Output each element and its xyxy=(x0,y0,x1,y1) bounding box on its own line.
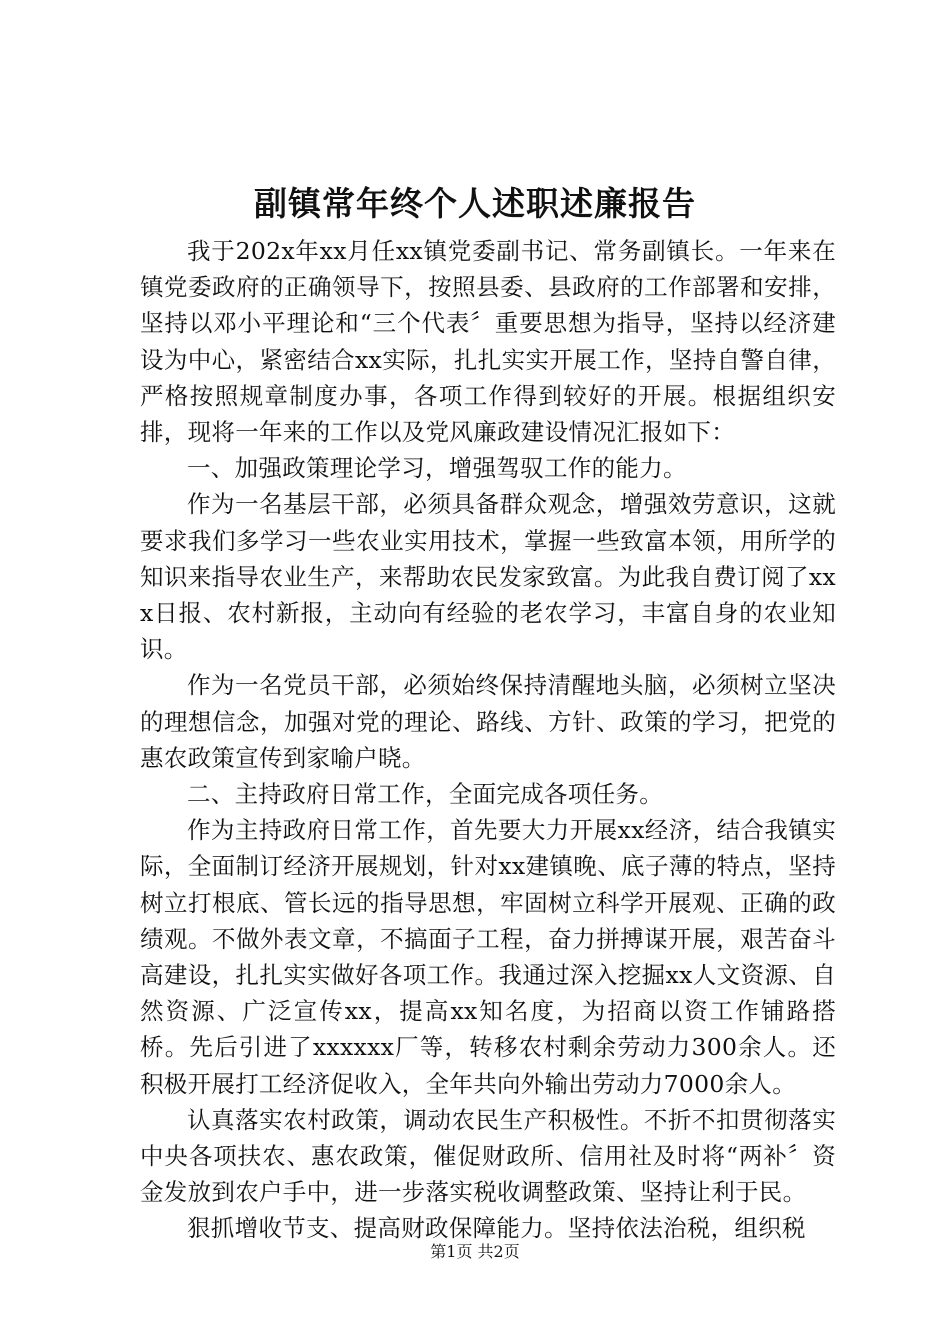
page-footer: 第1页 共2页 xyxy=(430,1242,520,1261)
paragraph: 作为主持政府日常工作，首先要大力开展xx经济，结合我镇实际，全面制订经济开展规划，针对xx建镇晚、底子薄的特点，坚持树立打根底、管长远的指导思想，牢固树立科学开展观、正确的政绩观。不做外表文章，不搞面子工程，奋力拼搏谋开展，艰苦奋斗高建设，扎扎实实做好各项工作。我通过深入挖掘xx人文资源、自然资源、广泛宣传xx，提高xx知名度，为招商以资工作铺路搭桥。先后引进了xxxxxx厂等，转移农村剩余劳动力300余人。还积极开展打工经济促收入，全年共向外输出劳动力7000余人。 xyxy=(140,816,836,1098)
document-title: 副镇常年终个人述职述廉报告 xyxy=(254,184,696,223)
document-body xyxy=(140,233,836,1247)
section-heading-2: 二、主持政府日常工作，全面完成各项任务。 xyxy=(187,780,663,809)
paragraph: 狠抓增收节支、提高财政保障能力。坚持依法治税，组织税 xyxy=(187,1214,806,1243)
paragraph: 作为一名基层干部，必须具备群众观念，增强效劳意识，这就要求我们多学习一些农业实用技术，掌握一些致富本领，用所学的知识来指导农业生产，来帮助农民发家致富。为此我自费订阅了xxx日报、农村新报，主动向有经验的老农学习，丰富自身的农业知识。 xyxy=(140,490,836,664)
section-heading-1: 一、加强政策理论学习，增强驾驭工作的能力。 xyxy=(187,454,687,483)
paragraph: 作为一名党员干部，必须始终保持清醒地头脑，必须树立坚决的理想信念，加强对党的理论、路线、方针、政策的学习，把党的惠农政策宣传到家喻户晓。 xyxy=(140,671,836,772)
paragraph-intro: 我于202x年xx月任xx镇党委副书记、常务副镇长。一年来在镇党委政府的正确领导下，按照县委、县政府的工作部署和安排，坚持以邓小平理论和“三个代表〞重要思想为指导，坚持以经济建设为中心，紧密结合xx实际，扎扎实实开展工作，坚持自警自律，严格按照规章制度办事，各项工作得到较好的开展。根据组织安排，现将一年来的工作以及党风廉政建设情况汇报如下： xyxy=(140,237,836,447)
paragraph: 认真落实农村政策，调动农民生产积极性。不折不扣贯彻落实中央各项扶农、惠农政策，催促财政所、信用社及时将“两补〞资金发放到农户手中，进一步落实税收调整政策、坚持让利于民。 xyxy=(140,1105,836,1207)
